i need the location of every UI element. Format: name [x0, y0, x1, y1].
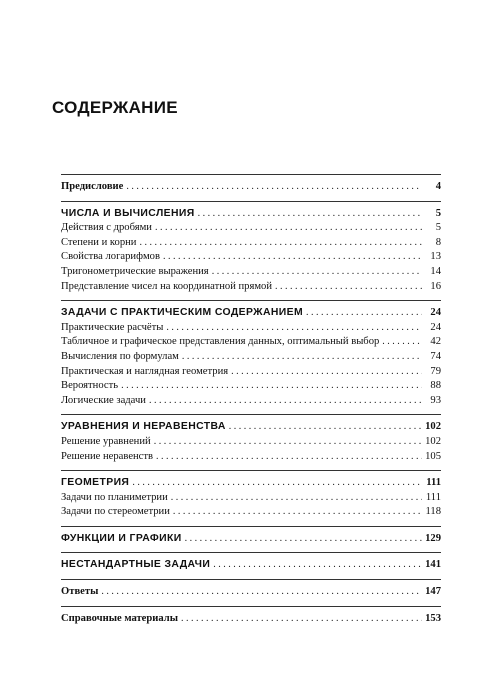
toc-item[interactable] [61, 365, 441, 380]
leader-dots [171, 491, 422, 506]
toc-entry-label: Табличное и графическое представления данных, оптимальный выбор [61, 336, 380, 348]
leader-dots [185, 532, 422, 547]
divider [61, 526, 441, 527]
toc-section-title: НЕСТАНДАРТНЫЕ ЗАДАЧИ [61, 559, 211, 571]
toc-entry-page: 42 [430, 336, 441, 348]
page-title: СОДЕРЖАНИЕ [52, 98, 178, 117]
leader-dots [149, 394, 422, 409]
toc-entry-label: Предисловие [61, 181, 124, 192]
toc-item[interactable] [61, 250, 441, 265]
toc-entry-page: 111 [425, 491, 441, 503]
leader-dots [132, 476, 422, 491]
toc-section-geometry[interactable] [61, 476, 441, 491]
leader-dots [182, 350, 422, 365]
leader-dots [382, 335, 422, 350]
toc-entry-page: 118 [425, 506, 441, 518]
toc-item[interactable] [61, 265, 441, 280]
toc-item[interactable] [61, 450, 441, 465]
toc-entry-label: Степени и корни [61, 236, 137, 248]
toc-entry-page: 147 [425, 586, 441, 598]
leader-dots [166, 321, 422, 336]
toc-section-nonstandard[interactable] [61, 558, 441, 573]
toc-section-title: ГЕОМЕТРИЯ [61, 477, 130, 489]
toc-entry-answers[interactable] [61, 585, 441, 600]
toc-item[interactable] [61, 491, 441, 506]
toc-item[interactable] [61, 221, 441, 236]
toc-entry-label: Решение неравенств [61, 450, 154, 462]
toc-entry-label: Представление чисел на координатной прямой [61, 280, 273, 292]
leader-dots [156, 450, 422, 465]
divider [61, 300, 441, 301]
leader-dots [101, 585, 422, 600]
toc-entry-label: Справочные материалы [61, 612, 178, 624]
leader-dots [126, 180, 422, 195]
toc-entry-page: 129 [425, 532, 441, 544]
toc-item[interactable] [61, 350, 441, 365]
divider [61, 470, 441, 471]
toc-item[interactable] [61, 321, 441, 336]
toc-section-title: ФУНКЦИИ И ГРАФИКИ [61, 532, 182, 544]
toc-entry-label: Вычисления по формулам [61, 350, 179, 362]
toc-entry-label: Практические расчёты [61, 321, 164, 333]
toc-entry-page: 4 [435, 181, 441, 192]
divider [61, 201, 441, 202]
toc-section-title: ЧИСЛА И ВЫЧИСЛЕНИЯ [61, 207, 195, 219]
toc-entry-label: Логические задачи [61, 394, 146, 406]
leader-dots [306, 306, 422, 321]
leader-dots [198, 207, 422, 222]
toc-entry-page: 79 [430, 365, 441, 377]
leader-dots [213, 558, 422, 573]
toc-entry-page: 105 [425, 450, 441, 462]
leader-dots [155, 221, 422, 236]
leader-dots [231, 365, 422, 380]
toc-item[interactable] [61, 379, 441, 394]
divider [61, 174, 441, 175]
toc-entry-label: Практическая и наглядная геометрия [61, 365, 229, 377]
toc-entry-page: 14 [430, 265, 441, 277]
toc-entry-page: 93 [430, 394, 441, 406]
toc-entry-page: 111 [426, 477, 441, 489]
toc-item[interactable] [61, 335, 441, 350]
toc-entry-label: Решение уравнений [61, 435, 151, 447]
toc-entry-page: 24 [430, 321, 441, 333]
toc-item[interactable] [61, 394, 441, 409]
toc-entry-label: Ответы [61, 586, 99, 598]
toc-section-functions[interactable] [61, 532, 441, 547]
toc-entry-label: Свойства логарифмов [61, 251, 160, 263]
toc-entry-label: Задачи по планиметрии [61, 491, 168, 503]
leader-dots [163, 250, 422, 265]
toc-entry-page: 16 [430, 280, 441, 292]
toc-entry-page: 24 [430, 307, 441, 319]
leader-dots [229, 420, 422, 435]
leader-dots [275, 280, 422, 295]
leader-dots [181, 612, 422, 627]
toc-entry-page: 5 [435, 222, 441, 234]
leader-dots [121, 379, 422, 394]
leader-dots [173, 505, 422, 520]
toc-entry-page: 13 [430, 251, 441, 263]
toc-entry-page: 153 [425, 612, 441, 624]
toc-entry-label: Тригонометрические выражения [61, 265, 209, 277]
leader-dots [139, 236, 422, 251]
leader-dots [154, 435, 422, 450]
toc-item[interactable] [61, 505, 441, 520]
toc-entry-page: 88 [430, 380, 441, 392]
toc-entry-label: Вероятность [61, 380, 119, 392]
toc-entry-page: 8 [435, 236, 441, 248]
toc-entry-page: 102 [425, 421, 441, 433]
divider [61, 606, 441, 607]
toc-section-title: УРАВНЕНИЯ И НЕРАВЕНСТВА [61, 421, 226, 433]
toc-entry-reference[interactable] [61, 612, 441, 627]
toc-section-title: ЗАДАЧИ С ПРАКТИЧЕСКИМ СОДЕРЖАНИЕМ [61, 307, 304, 319]
divider [61, 579, 441, 580]
toc-entry-preface[interactable] [61, 180, 441, 195]
divider [61, 552, 441, 553]
toc-entry-page: 74 [430, 350, 441, 362]
toc-section-equations[interactable] [61, 420, 441, 435]
toc-entry-page: 102 [425, 435, 441, 447]
table-of-contents [61, 170, 441, 626]
toc-item[interactable] [61, 236, 441, 251]
divider [61, 414, 441, 415]
toc-item[interactable] [61, 435, 441, 450]
toc-item[interactable] [61, 280, 441, 295]
toc-entry-label: Задачи по стереометрии [61, 506, 170, 518]
leader-dots [212, 265, 422, 280]
toc-section-numbers[interactable] [61, 207, 441, 222]
toc-section-practical[interactable] [61, 306, 441, 321]
toc-entry-page: 141 [425, 559, 441, 571]
toc-entry-page: 5 [435, 207, 441, 219]
toc-entry-label: Действия с дробями [61, 222, 152, 234]
